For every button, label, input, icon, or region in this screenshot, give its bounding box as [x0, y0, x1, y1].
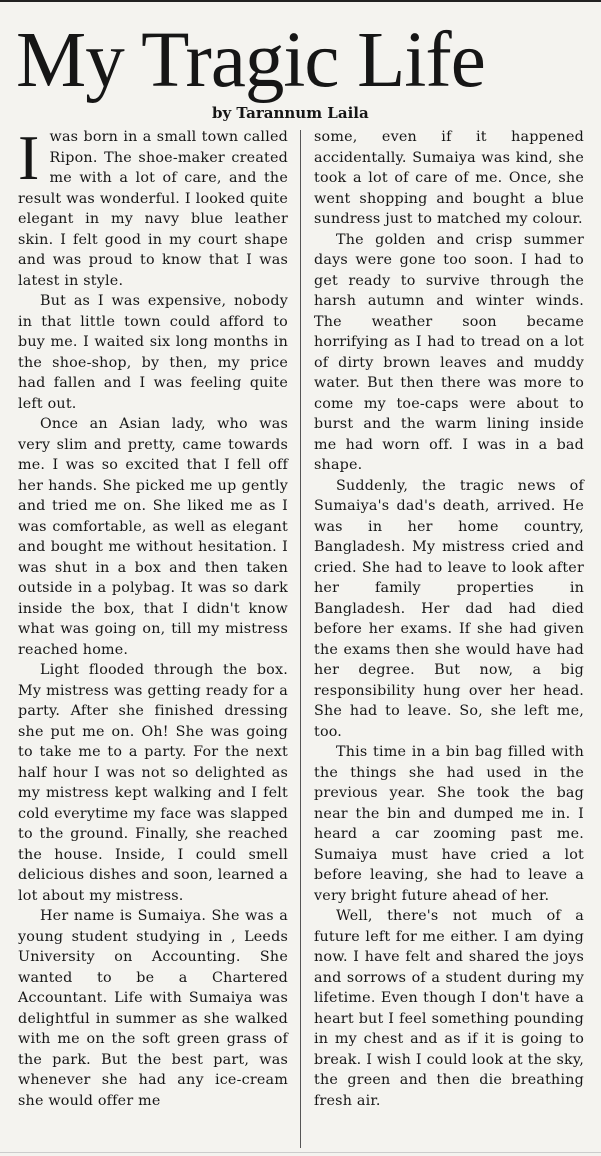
article-paragraph-3: Once an Asian lady, who was very slim and pretty, came towards me. I was so excited that I fell off her hands. She picked me up gently and tried me on. She liked me as I was comfortable, as well as elegant and bought me without hesitation. I was shut in a box and then taken outside in a polybag. It was so dark inside the box, that I didn't know what was going on, till my mistress reached home.: [18, 416, 288, 658]
article-column-left: [18, 122, 288, 1111]
article-paragraph-2: But as I was expensive, nobody in that little town could afford to buy me. I waited six long months in the shoe-shop, by then, my price had fallen and I was feeling quite left out.: [18, 293, 288, 412]
top-rule: [0, 0, 601, 8]
article-title: My Tragic Life: [16, 17, 485, 104]
article-column-right: [314, 127, 584, 1111]
column-divider: [300, 130, 301, 1148]
article-paragraph-1: [18, 122, 288, 291]
article-paragraph-7: Suddenly, the tragic news of Sumaiya's dad's death, arrived. He was in her home country, Bangladesh. My mistress cried and cried. She had to leave to look after her family properties in Bangladesh. Her dad had died before her exams. If she had given the exams then she would have had her degree. But now, a big responsibility hung over her head. She had to leave. So, she left me, too.: [314, 477, 584, 740]
article-paragraph-6: The golden and crisp summer days were gone too soon. I had to get ready to survive through the harsh autumn and winter winds. The weather soon became horrifying as I had to tread on a lot of dirty brown leaves and muddy water. But then there was more to come my toe-caps were about to burst and the warm lining inside me had worn off. I was in a bad shape.: [314, 231, 584, 473]
article-paragraph-9: Well, there's not much of a future left for me either. I am dying now. I have felt and shared the joys and sorrows of a student during my lifetime. Even though I don't have a heart but I feel something pounding in my chest and as if it is going to break. I wish I could look at the sky, the green and then die breathing fresh air.: [314, 908, 584, 1109]
article-paragraph-5-end: some, even if it happened accidentally. Sumaiya was kind, she took a lot of care of me. Once, she went shopping and bought a blue sundress just to matched my colour.: [314, 129, 584, 227]
article-paragraph-5-start: Her name is Sumaiya. She was a young student studying in , Leeds University on Accounting. She wanted to be a Chartered Accountant. Life with Sumaiya was delightful in summer as she walked with me on the soft green grass of the park. But the best part, was whenever she had any ice-cream she would offer me: [18, 908, 288, 1109]
bottom-rule: [0, 1152, 601, 1153]
paragraph-1-text: was born in a small town called Ripon. The shoe-maker created me with a lot of care, and the result was wonderful. I looked quite elegant in my navy blue leather skin. I felt good in my court shape and was proud to know that I was latest in style.: [18, 129, 288, 289]
article-paragraph-8: This time in a bin bag filled with the things she had used in the previous year. She took the bag near the bin and dumped me in. I heard a car zooming past me. Sumaiya must have cried a lot before leaving, she had to leave a very bright future ahead of her.: [314, 744, 584, 904]
article-byline: by Tarannum Laila: [212, 104, 369, 122]
drop-cap: I: [18, 122, 40, 193]
article-paragraph-4: Light flooded through the box. My mistress was getting ready for a party. After she finished dressing she put me on. Oh! She was going to take me to a party. For the next half hour I was not so delighted as my mistress kept walking and I felt cold everytime my face was slapped to the ground. Finally, she reached the house. Inside, I could smell delicious dishes and soon, learned a lot about my mistress.: [18, 662, 288, 904]
